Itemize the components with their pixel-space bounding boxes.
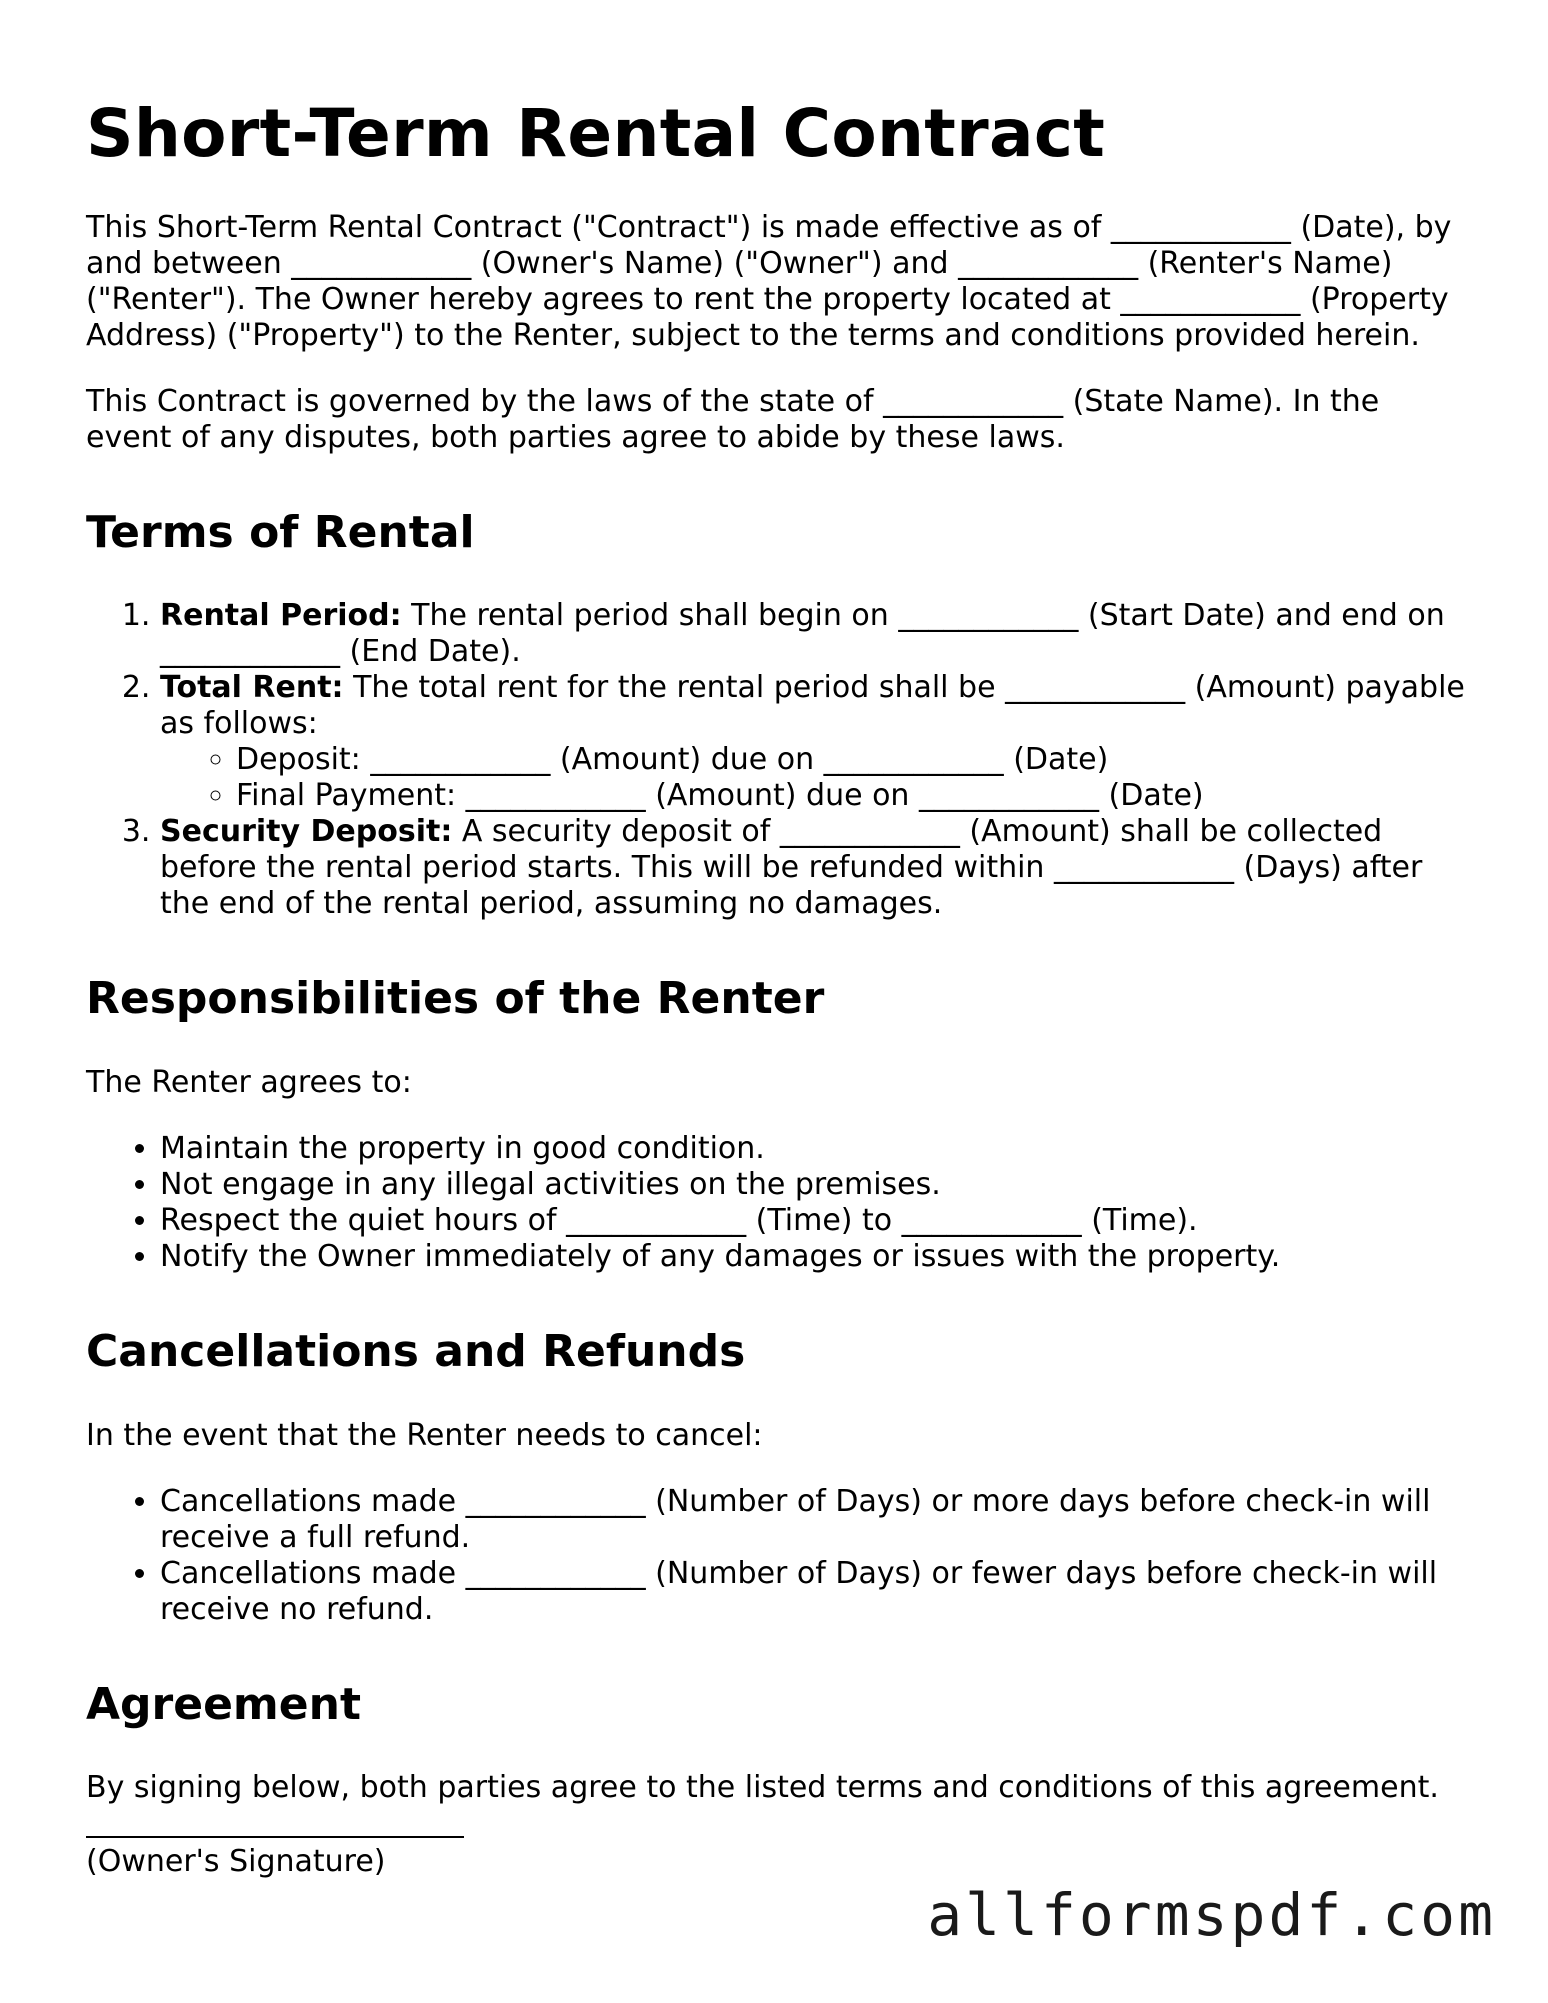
agreement-text: By signing below, both parties agree to the listed terms and conditions of this agreement. xyxy=(86,1770,1439,1806)
owner-signature-label: (Owner's Signature) xyxy=(86,1844,386,1880)
cancellations-heading: Cancellations and Refunds xyxy=(86,1326,746,1378)
list-item xyxy=(160,814,1466,922)
document-page xyxy=(86,96,1466,1880)
term-label: Total Rent: xyxy=(160,670,344,706)
list-item: • Cancellations made ____________ (Number of Days) or fewer days before check-in will receive no refund. xyxy=(160,1556,1466,1628)
term-text: The total rent for the rental period shall be ____________ (Amount) payable as follows: xyxy=(160,670,1465,742)
terms-list xyxy=(86,598,1466,922)
document-title: Short-Term Rental Contract xyxy=(86,95,1106,172)
agreement-heading: Agreement xyxy=(86,1678,361,1730)
term-label: Rental Period: xyxy=(160,598,402,634)
list-item: • Cancellations made ____________ (Number of Days) or more days before check-in will receive a full refund. xyxy=(160,1484,1466,1556)
list-item: ◦ Final Payment: ____________ (Amount) due on ____________ (Date) xyxy=(236,778,1466,814)
list-item xyxy=(160,598,1466,670)
term-text: The rental period shall begin on ____________ (Start Date) and end on ____________ (End Date). xyxy=(160,598,1445,670)
governing-law-paragraph: This Contract is governed by the laws of the state of ____________ (State Name). In the event of any disputes, both parties agree to abide by these laws. xyxy=(86,383,1380,455)
list-item: • Respect the quiet hours of ____________ (Time) to ____________ (Time). xyxy=(160,1203,1466,1239)
term-label: Security Deposit: xyxy=(160,814,453,850)
term-text: A security deposit of ____________ (Amount) shall be collected before the rental period starts. This will be refunded within ____________ (Days) after the end of the rental period, assuming no damages. xyxy=(160,814,1423,922)
watermark: allformspdf.com xyxy=(927,1881,1496,1949)
cancellations-list xyxy=(86,1484,1466,1628)
intro-paragraph: This Short-Term Rental Contract ("Contract") is made effective as of ____________ (Date), by and between ____________ (Owner's Name) ("Owner") and ____________ (Renter's Name) ("Renter"). The Owner hereby agrees to rent the property located at ____________ (Property Address) ("Property") to the Renter, subject to the terms and conditions provided herein. xyxy=(86,209,1452,353)
payment-sublist xyxy=(160,742,1466,814)
list-item: • Not engage in any illegal activities on the premises. xyxy=(160,1167,1466,1203)
list-item: ◦ Deposit: ____________ (Amount) due on ____________ (Date) xyxy=(236,742,1466,778)
terms-heading: Terms of Rental xyxy=(86,506,475,558)
cancellations-intro: In the event that the Renter needs to cancel: xyxy=(86,1417,763,1453)
responsibilities-list xyxy=(86,1131,1466,1275)
list-item: • Notify the Owner immediately of any damages or issues with the property. xyxy=(160,1239,1466,1275)
owner-signature-line[interactable] xyxy=(86,1836,464,1838)
responsibilities-heading: Responsibilities of the Renter xyxy=(86,973,825,1025)
list-item: • Maintain the property in good condition. xyxy=(160,1131,1466,1167)
list-item xyxy=(160,670,1466,814)
responsibilities-intro: The Renter agrees to: xyxy=(86,1065,412,1101)
